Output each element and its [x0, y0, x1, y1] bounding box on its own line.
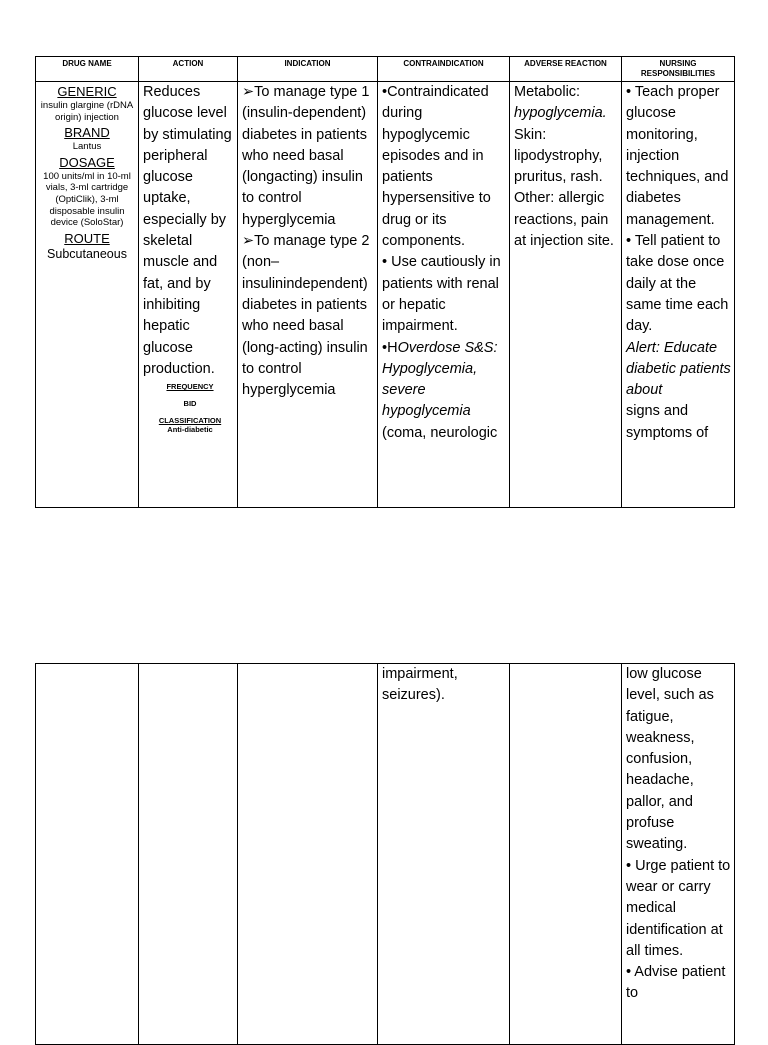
adverse-reaction-cell-cont [510, 664, 622, 1045]
contraindication-cont-text: impairment, seizures). [382, 666, 462, 704]
alert-text: Alert: Educate diabetic patients about [626, 339, 735, 399]
drug-table-page-1 [35, 56, 735, 508]
route-value: Subcutaneous [47, 246, 127, 261]
frequency-label: FREQUENCY [166, 382, 214, 392]
generic-value: insulin glargine (rDNA origin) injection [40, 100, 134, 123]
metabolic-label: Metabolic: [514, 84, 585, 100]
nursing-cont-text: low glucose level, such as fatigue, weakness, confusion, headache, pallor, and profuse sweating. • Urge patient to wear or carry medical identification at all times. • Advise patient to [626, 666, 731, 1002]
frequency-value: BID [183, 399, 197, 409]
brand-value: Lantus [72, 141, 102, 153]
indication-cell [238, 82, 378, 508]
metabolic-value: hypoglycemia. [514, 105, 607, 122]
header-contraindication: CONTRAINDICATION [378, 57, 510, 82]
dosage-label: DOSAGE [59, 154, 115, 170]
nursing-end-text: signs and symptoms of [626, 403, 709, 441]
adverse-rest-text: Skin: lipodystrophy, pruritus, rash. Other: allergic reactions, pain at injection site. [514, 126, 614, 250]
overdose-text: Overdose S&S: Hypoglycemia, severe hypoglycemia [382, 339, 502, 420]
dosage-value: 100 units/ml in 10-ml vials, 3-ml cartridge (OptiClik), 3-ml disposable insulin device (SoloStar) [43, 170, 131, 229]
drug-name-cell-cont [36, 664, 139, 1045]
header-nursing-responsibilities: NURSING RESPONSIBILITIES [622, 57, 735, 82]
action-cell-cont [139, 664, 238, 1045]
header-action: ACTION [139, 57, 238, 82]
drug-table-page-2 [35, 663, 735, 1045]
contraindication-cell-cont [378, 664, 510, 1045]
contraindication-text: •Contraindicated during hypoglycemic episodes and in patients hypersensitive to drug or its components. • Use cautiously in patients with renal or hepatic impairment. •H [382, 84, 501, 356]
nursing-text: • Teach proper glucose monitoring, injection techniques, and diabetes management. • Tell patient to take dose once daily at the same time each day. [626, 84, 729, 335]
header-indication: INDICATION [238, 57, 378, 82]
contraindication-end-text: (coma, neurologic [382, 403, 498, 441]
classification-label: CLASSIFICATION [158, 416, 222, 426]
nursing-cell-cont [622, 664, 735, 1045]
route-label: ROUTE [64, 230, 110, 246]
brand-label: BRAND [64, 125, 110, 141]
action-text: Reduces glucose level by stimulating peripheral glucose uptake, especially by skeletal muscle and fat, and by inhibiting hepatic glucose production. [143, 84, 232, 377]
action-cell [139, 82, 238, 508]
header-drug-name: DRUG NAME [36, 57, 139, 82]
classification-value: Anti-diabetic [167, 425, 213, 435]
table-row [36, 82, 735, 508]
table-row [36, 664, 735, 1045]
indication-cell-cont [238, 664, 378, 1045]
nursing-cell [622, 82, 735, 508]
adverse-reaction-cell [510, 82, 622, 508]
contraindication-cell [378, 82, 510, 508]
drug-name-cell [36, 82, 139, 508]
header-adverse-reaction: ADVERSE REACTION [510, 57, 622, 82]
table-header-row [36, 57, 735, 82]
generic-label: GENERIC [57, 84, 117, 99]
indication-text: ➢To manage type 1 (insulin-dependent) diabetes in patients who need basal (longacting) insulin to control hyperglycemia ➢To manage type 2 (non–insulinindependent) diabetes in patients who need basal (long-acting) insulin to control hyperglycemia [242, 84, 370, 399]
